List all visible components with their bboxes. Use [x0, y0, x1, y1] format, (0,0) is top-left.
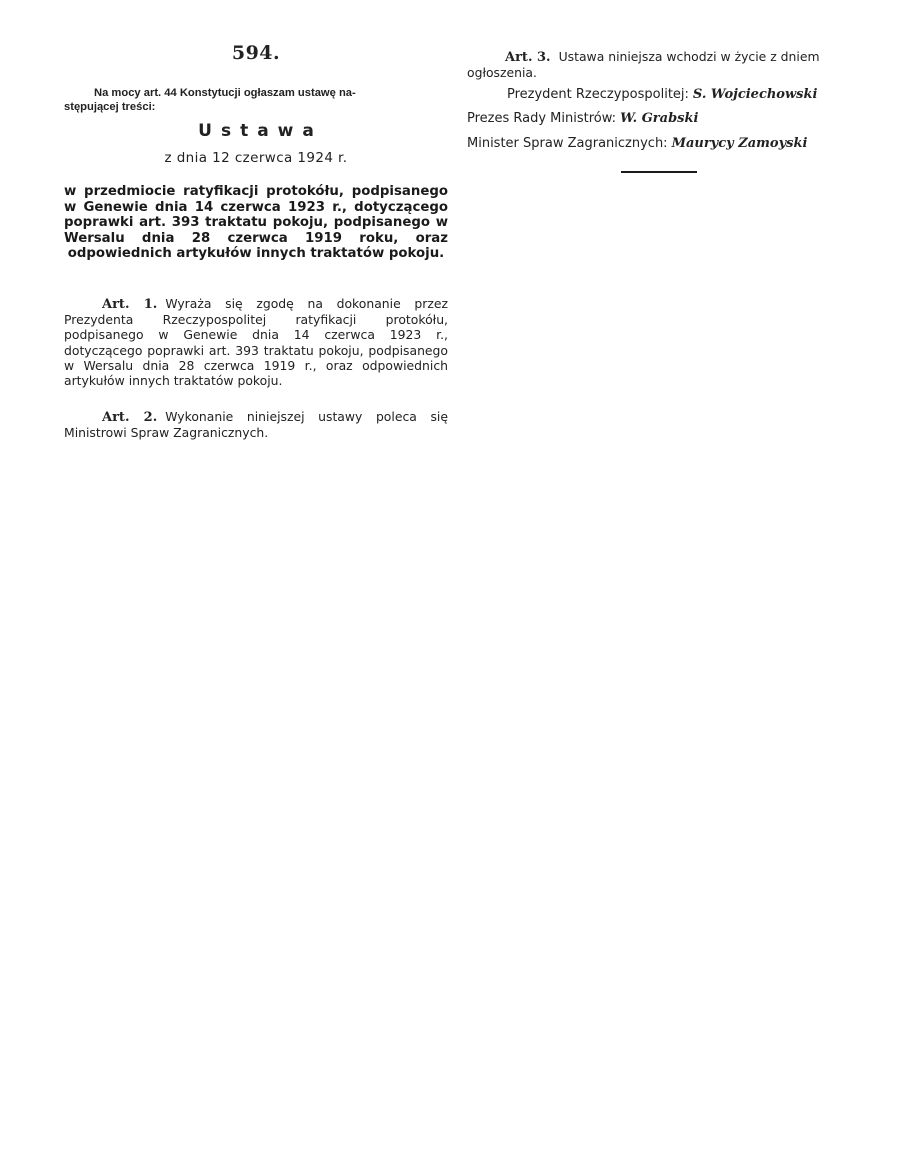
document-title: w przedmiocie ratyfikacji protokółu, podpisanego w Genewie dnia 14 czerwca 1923 r., dotyczącego poprawki art. 393 traktatu pokoju, podpisanego w Wersalu dnia 28 czerwca 1919 roku, oraz odpowiednich artykułów innych traktatów pokoju. — [64, 184, 448, 262]
signature-foreign-minister — [467, 136, 853, 151]
article-label: Art. 1. — [102, 297, 158, 312]
document-type-heading: Ustawa — [198, 121, 323, 141]
article-3 — [467, 49, 853, 80]
promulgation-intro — [64, 86, 448, 114]
article-text-continuation: ogłoszenia. — [467, 65, 537, 81]
signature-name: S. Wojciechowski — [692, 87, 818, 102]
end-divider — [621, 171, 697, 173]
article-1 — [64, 296, 448, 388]
signature-name: W. Grabski — [620, 111, 699, 126]
intro-line-2: stępującej treści: — [64, 101, 156, 113]
signature-prime-minister — [467, 111, 853, 126]
signature-role: Prezes Rady Ministrów: — [467, 111, 617, 126]
signature-role: Prezydent Rzeczypospolitej: — [507, 87, 689, 102]
intro-line-1: Na mocy art. 44 Konstytucji ogłaszam ustawę na- — [94, 87, 356, 99]
act-number: 594. — [231, 42, 281, 64]
article-text: Wyraża się zgodę na dokonanie przez Prezydenta Rzeczypospolitej ratyfikacji protokółu, podpisanego w Genewie dnia 14 czerwca 1923 r., dotyczącego poprawki art. 393 traktatu pokoju, podpisanego w Wersalu dnia 28 czerwca 1919 r., oraz odpowiednich artykułów innych traktatów pokoju. — [64, 296, 448, 389]
article-label: Art. 3. — [505, 50, 551, 65]
signature-president — [467, 87, 853, 102]
document-date: z dnia 12 czerwca 1924 r. — [164, 150, 348, 166]
article-text: Wykonanie niniejszej ustawy poleca się Ministrowi Spraw Zagranicznych. — [64, 409, 448, 441]
signature-role: Minister Spraw Zagranicznych: — [467, 136, 668, 151]
article-label: Art. 2. — [102, 410, 158, 425]
article-text: Ustawa niniejsza wchodzi w życie z dniem — [558, 49, 820, 64]
article-2 — [64, 409, 448, 440]
signature-name: Maurycy Zamoyski — [671, 136, 808, 151]
